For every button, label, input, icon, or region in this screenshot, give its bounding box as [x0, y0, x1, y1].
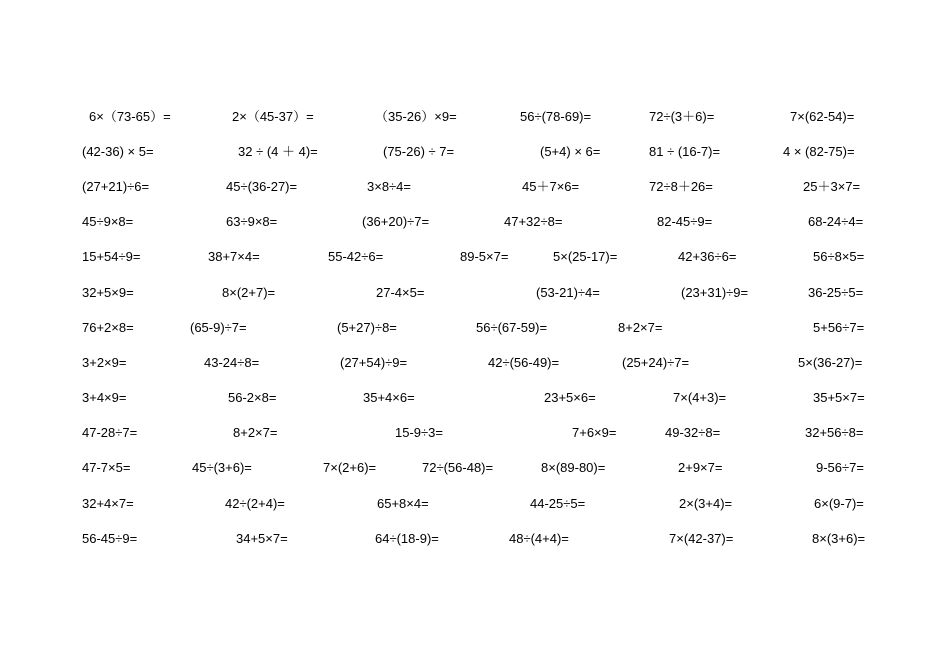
math-problem: 8×(2+7)= — [222, 285, 276, 300]
math-problem: 56-45÷9= — [82, 531, 138, 546]
math-problem: 4 × (82-75)= — [783, 144, 855, 159]
math-problem: 49-32÷8= — [665, 425, 721, 440]
math-problem: 65+8×4= — [377, 496, 429, 511]
math-problem: 25＋3×7= — [803, 179, 861, 194]
problem-row — [0, 177, 950, 197]
problem-row — [0, 283, 950, 303]
math-problem: 56÷(67-59)= — [476, 320, 548, 335]
math-problem: (27+54)÷9= — [340, 355, 408, 370]
problem-row — [0, 318, 950, 338]
math-problem: 5+56÷7= — [813, 320, 865, 335]
math-problem: 9-56÷7= — [816, 460, 864, 475]
math-problem: (65-9)÷7= — [190, 320, 247, 335]
math-problem: 2+9×7= — [678, 460, 723, 475]
math-problem: 42÷(56-49)= — [488, 355, 560, 370]
math-problem: (53-21)÷4= — [536, 285, 600, 300]
math-problem: 8×(3+6)= — [812, 531, 866, 546]
math-problem: 89-5×7= — [460, 249, 509, 264]
math-problem: 32 ÷ (4 ＋ 4)= — [238, 144, 318, 159]
math-problem: 42÷(2+4)= — [225, 496, 285, 511]
math-problem: 47-7×5= — [82, 460, 131, 475]
math-problem: 45÷9×8= — [82, 214, 134, 229]
math-problem: 35+5×7= — [813, 390, 865, 405]
math-problem: (25+24)÷7= — [622, 355, 690, 370]
problem-row — [0, 247, 950, 267]
math-problem: 56÷(78-69)= — [520, 109, 592, 124]
math-problem: 72÷(3＋6)= — [649, 109, 715, 124]
math-problem: 27-4×5= — [376, 285, 425, 300]
math-problem: 68-24÷4= — [808, 214, 864, 229]
math-problem: 2×（45-37）= — [232, 109, 314, 124]
math-problem: 55-42÷6= — [328, 249, 384, 264]
math-problem: 6×（73-65）= — [89, 109, 171, 124]
math-problem: (36+20)÷7= — [362, 214, 430, 229]
math-problem: (5+4) × 6= — [540, 144, 601, 159]
problem-row — [0, 423, 950, 443]
math-problem: 5×(25-17)= — [553, 249, 618, 264]
math-problem: 44-25÷5= — [530, 496, 586, 511]
math-problem: 3+2×9= — [82, 355, 127, 370]
math-problem: 45＋7×6= — [522, 179, 580, 194]
problem-row — [0, 142, 950, 162]
math-problem: 34+5×7= — [236, 531, 288, 546]
math-problem: 23+5×6= — [544, 390, 596, 405]
math-problem: 81 ÷ (16-7)= — [649, 144, 721, 159]
math-problem: 72÷8＋26= — [649, 179, 713, 194]
math-problem: 7×(2+6)= — [323, 460, 377, 475]
math-problem: 63÷9×8= — [226, 214, 278, 229]
problem-row — [0, 458, 950, 478]
math-problem: 8×(89-80)= — [541, 460, 606, 475]
math-problem: (23+31)÷9= — [681, 285, 749, 300]
math-problem: 82-45÷9= — [657, 214, 713, 229]
math-problem: 3×8÷4= — [367, 179, 412, 194]
math-problem: 36-25÷5= — [808, 285, 864, 300]
math-problem: 42+36÷6= — [678, 249, 737, 264]
math-problem: (75-26) ÷ 7= — [383, 144, 455, 159]
math-problem: 47-28÷7= — [82, 425, 138, 440]
math-problem: 3+4×9= — [82, 390, 127, 405]
problem-row — [0, 388, 950, 408]
problem-row — [0, 353, 950, 373]
math-problem: 32+56÷8= — [805, 425, 864, 440]
math-problem: 15+54÷9= — [82, 249, 141, 264]
math-problem: 7×(42-37)= — [669, 531, 734, 546]
math-problem: (42-36) × 5= — [82, 144, 154, 159]
math-problem: 7×(62-54)= — [790, 109, 855, 124]
math-problem: 35+4×6= — [363, 390, 415, 405]
math-problem: 72÷(56-48)= — [422, 460, 494, 475]
math-problem: 7×(4+3)= — [673, 390, 727, 405]
problem-row — [0, 529, 950, 549]
math-problem: （35-26）×9= — [375, 109, 457, 124]
math-problem: 32+4×7= — [82, 496, 134, 511]
math-problem: 2×(3+4)= — [679, 496, 733, 511]
math-problem: 7+6×9= — [572, 425, 617, 440]
math-problem: (27+21)÷6= — [82, 179, 150, 194]
math-problem: 6×(9-7)= — [814, 496, 864, 511]
math-problem: (5+27)÷8= — [337, 320, 397, 335]
math-problem: 76+2×8= — [82, 320, 134, 335]
math-problem: 8+2×7= — [618, 320, 663, 335]
math-problem: 8+2×7= — [233, 425, 278, 440]
math-problem: 56÷8×5= — [813, 249, 865, 264]
math-problem: 43-24÷8= — [204, 355, 260, 370]
math-problem: 64÷(18-9)= — [375, 531, 439, 546]
problem-row — [0, 212, 950, 232]
math-problem: 45÷(3+6)= — [192, 460, 252, 475]
math-problem: 48÷(4+4)= — [509, 531, 569, 546]
problem-row — [0, 107, 950, 127]
math-problem: 56-2×8= — [228, 390, 277, 405]
math-problem: 5×(36-27)= — [798, 355, 863, 370]
math-problem: 38+7×4= — [208, 249, 260, 264]
math-problem: 47+32÷8= — [504, 214, 563, 229]
math-problem: 15-9÷3= — [395, 425, 443, 440]
math-problem: 45÷(36-27)= — [226, 179, 298, 194]
problem-row — [0, 494, 950, 514]
math-problem: 32+5×9= — [82, 285, 134, 300]
